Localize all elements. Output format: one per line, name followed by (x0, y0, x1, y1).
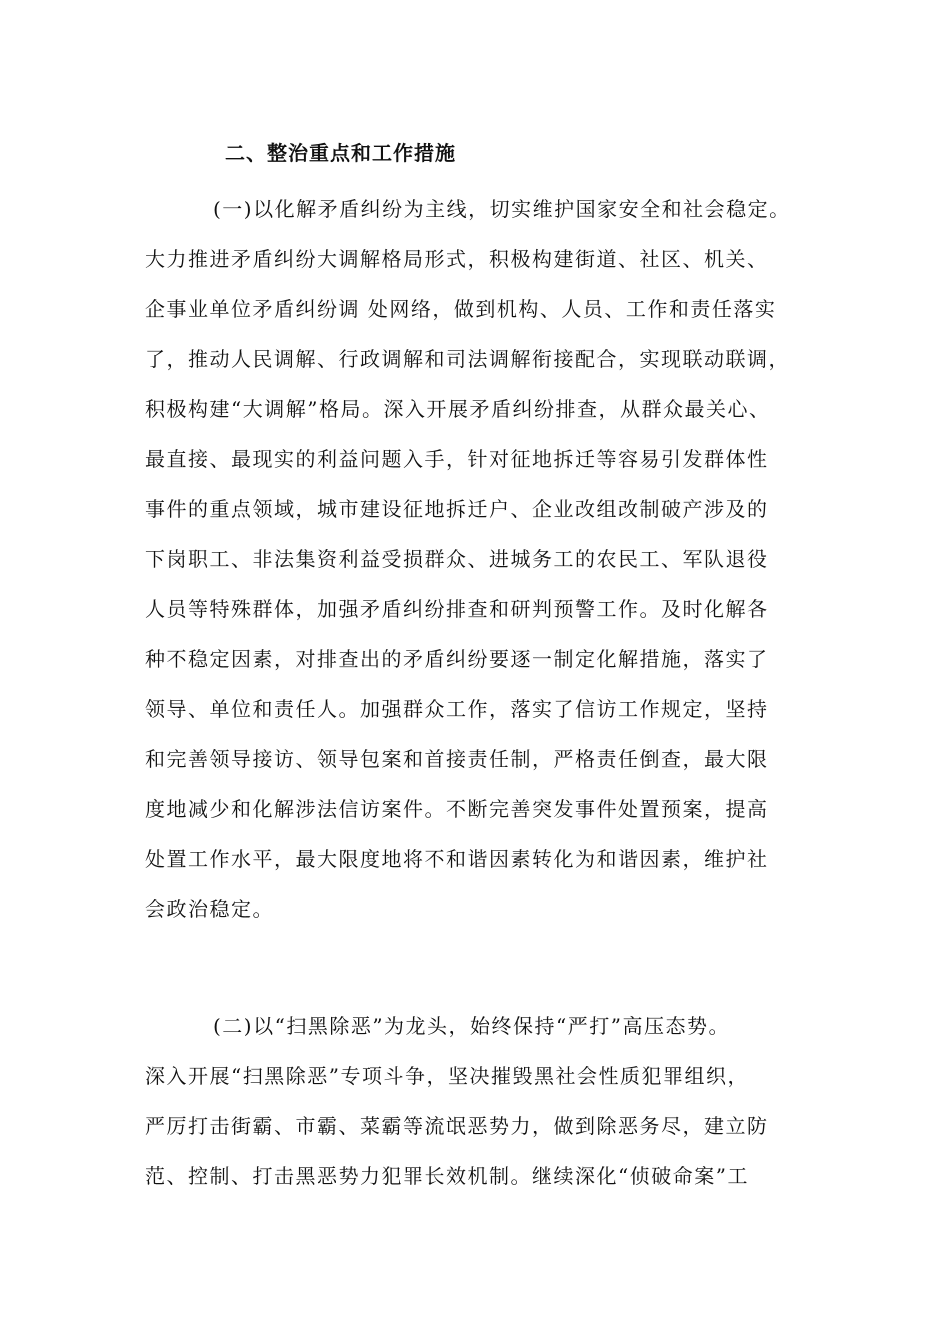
paragraph-line: 了，推动人民调解、行政调解和司法调解衔接配合，实现联动联调， (145, 347, 790, 371)
paragraph-line: 深入开展“扫黑除恶”专项斗争，坚决摧毁黑社会性质犯罪组织， (145, 1064, 749, 1088)
paragraph-line: (一)以化解矛盾纠纷为主线，切实维护国家安全和社会稳定。 (213, 197, 791, 221)
paragraph-line: 领导、单位和责任人。加强群众工作，落实了信访工作规定，坚持 (145, 697, 769, 721)
paragraph-line: 度地减少和化解涉法信访案件。不断完善突发事件处置预案，提高 (145, 797, 769, 821)
paragraph-line: 下岗职工、非法集资利益受损群众、进城务工的农民工、军队退役 (145, 547, 769, 571)
paragraph-line: 会政治稳定。 (145, 897, 274, 921)
paragraph-1 (145, 184, 825, 934)
paragraph-line: 大力推进矛盾纠纷大调解格局形式，积极构建街道、社区、机关、 (145, 247, 769, 271)
paragraph-line: 严厉打击街霸、市霸、菜霸等流氓恶势力，做到除恶务尽，建立防 (145, 1114, 769, 1138)
paragraph-line: 处置工作水平，最大限度地将不和谐因素转化为和谐因素，维护社 (145, 847, 769, 871)
paragraph-line: 事件的重点领域，城市建设征地拆迁户、企业改组改制破产涉及的 (145, 497, 769, 521)
paragraph-2 (145, 1001, 825, 1201)
paragraph-line: 和完善领导接访、领导包案和首接责任制，严格责任倒查，最大限 (145, 747, 769, 771)
paragraph-line: (二)以“扫黑除恶”为龙头，始终保持“严打”高压态势。 (213, 1014, 731, 1038)
section-heading: 二、整治重点和工作措施 (225, 141, 456, 165)
paragraph-line: 人员等特殊群体，加强矛盾纠纷排查和研判预警工作。及时化解各 (145, 597, 769, 621)
paragraph-line: 范、控制、打击黑恶势力犯罪长效机制。继续深化“侦破命案”工 (145, 1164, 749, 1188)
paragraph-line: 积极构建“大调解”格局。深入开展矛盾纠纷排查，从群众最关心、 (145, 397, 771, 421)
paragraph-line: 最直接、最现实的利益问题入手，针对征地拆迁等容易引发群体性 (145, 447, 769, 471)
paragraph-line: 种不稳定因素，对排查出的矛盾纠纷要逐一制定化解措施，落实了 (145, 647, 769, 671)
paragraph-line: 企事业单位矛盾纠纷调 处网络，做到机构、人员、工作和责任落实 (145, 297, 777, 321)
